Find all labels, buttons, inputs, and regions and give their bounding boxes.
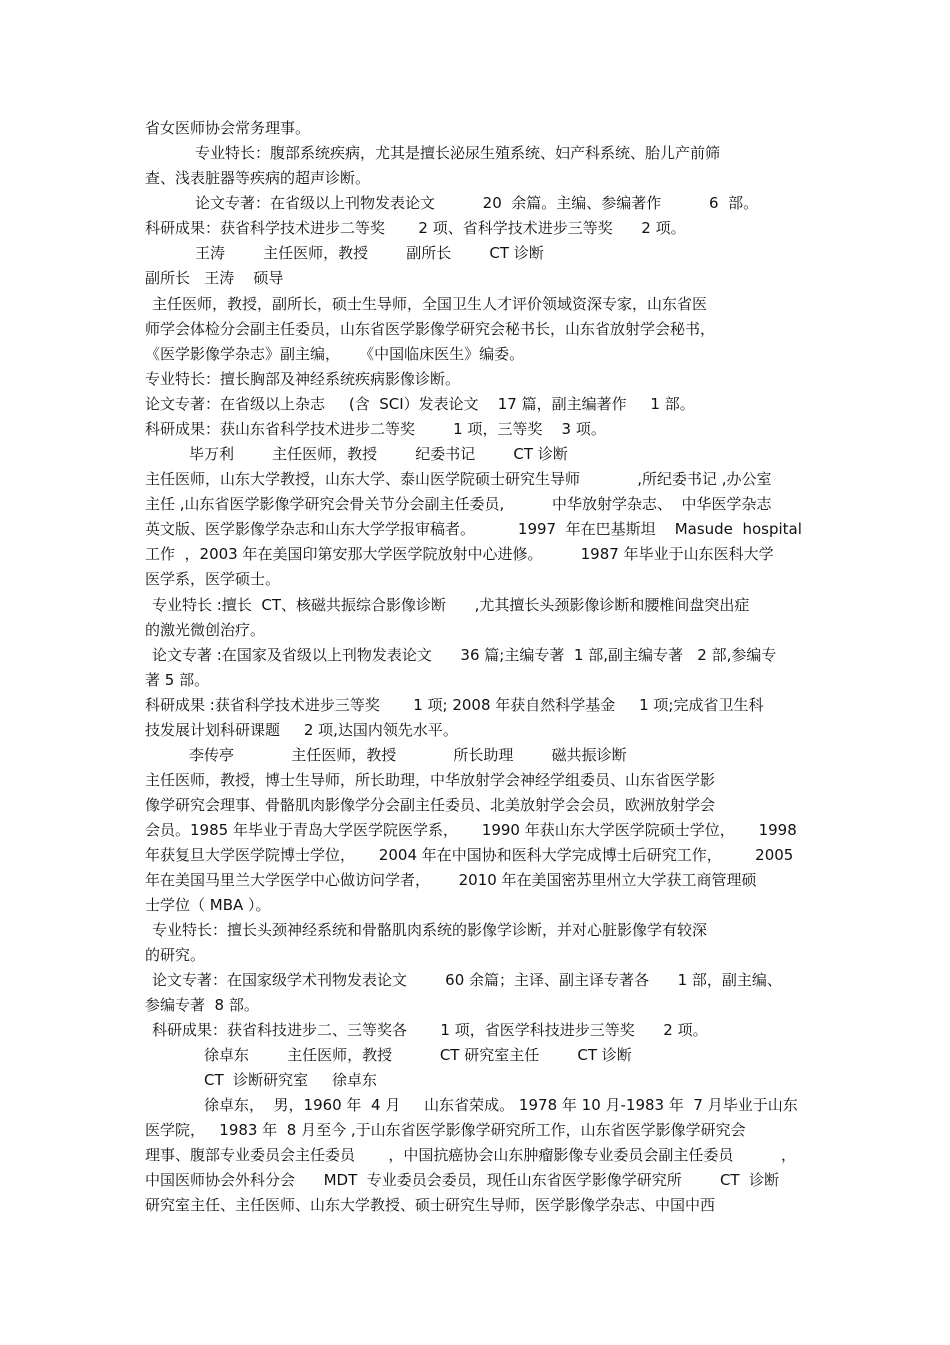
text-line: 专业特长：擅长头颈神经系统和骨骼肌肉系统的影像学诊断，并对心脏影像学有较深: [152, 921, 708, 939]
text-line: 主任医师，山东大学教授，山东大学、泰山医学院硕士研究生导师 ,所纪委书记 ,办公室: [145, 470, 772, 488]
text-line: 会员。1985 年毕业于青岛大学医学院医学系， 1990 年获山东大学医学院硕士学位， 1998: [145, 821, 797, 839]
text-line: 医学系，医学硕士。: [145, 570, 281, 588]
doctor-heading: 徐卓东 主任医师，教授 CT 研究室主任 CT 诊断: [204, 1046, 632, 1064]
text-line: 省女医师协会常务理事。: [145, 119, 311, 137]
text-line: 科研成果：获山东省科学技术进步二等奖 1 项，三等奖 3 项。: [145, 420, 606, 438]
text-line: 像学研究会理事、骨骼肌肉影像学分会副主任委员、北美放射学会会员，欧洲放射学会: [145, 796, 716, 814]
text-line: 著 5 部。: [145, 671, 210, 689]
text-line: 《医学影像学杂志》副主编， 《中国临床医生》编委。: [145, 345, 525, 363]
text-line: 年在美国马里兰大学医学中心做访问学者， 2010 年在美国密苏里州立大学获工商管理硕: [145, 871, 757, 889]
text-line: 专业特长：腹部系统疾病，尤其是擅长泌尿生殖系统、妇产科系统、胎儿产前筛: [195, 144, 721, 162]
text-line: 查、浅表脏器等疾病的超声诊断。: [145, 169, 371, 187]
text-line: 年获复旦大学医学院博士学位， 2004 年在中国协和医科大学完成博士后研究工作， 2005: [145, 846, 794, 864]
text-line: 的研究。: [145, 946, 206, 964]
text-line: 徐卓东， 男，1960 年 4 月 山东省荣成。 1978 年 10 月-1983 年 7 月毕业于山东: [204, 1096, 798, 1114]
text-line: 论文专著 :在国家及省级以上刊物发表论文 36 篇;主编专著 1 部,副主编专著 2 部,参编专: [152, 646, 777, 664]
text-line: 研究室主任、主任医师、山东大学教授、硕士研究生导师，医学影像学杂志、中国中西: [145, 1196, 716, 1214]
text-line: CT 诊断研究室 徐卓东: [204, 1071, 378, 1089]
text-line: 副所长 王涛 硕导: [145, 269, 284, 287]
text-line: 理事、腹部专业委员会主任委员 ，中国抗癌协会山东肿瘤影像专业委员会副主任委员 ，: [145, 1146, 797, 1164]
text-line: 主任医师，教授，副所长，硕士生导师，全国卫生人才评价领域资深专家，山东省医: [152, 295, 708, 313]
text-line: 中国医师协会外科分会 MDT 专业委员会委员，现任山东省医学影像学研究所 CT 诊断: [145, 1171, 780, 1189]
text-line: 英文版、医学影像学杂志和山东大学学报审稿者。 1997 年在巴基斯坦 Masude hospital: [145, 520, 802, 538]
text-line: 工作 ，2003 年在美国印第安那大学医学院放射中心进修。 1987 年毕业于山东医科大学: [145, 545, 774, 563]
text-line: 论文专著：在省级以上杂志 (含 SCI）发表论文 17 篇，副主编著作 1 部。: [145, 395, 695, 413]
doctor-heading: 毕万利 主任医师，教授 纪委书记 CT 诊断: [189, 445, 568, 463]
text-line: 技发展计划科研课题 2 项,达国内领先水平。: [145, 721, 458, 739]
text-line: 的激光微创治疗。: [145, 621, 266, 639]
text-line: 论文专著：在省级以上刊物发表论文 20 余篇。主编、参编著作 6 部。: [195, 194, 759, 212]
text-line: 论文专著：在国家级学术刊物发表论文 60 余篇；主译、副主译专著各 1 部，副主编、: [152, 971, 782, 989]
text-line: 主任 ,山东省医学影像学研究会骨关节分会副主任委员, 中华放射学杂志、 中华医学杂志: [145, 495, 772, 513]
text-line: 参编专著 8 部。: [145, 996, 259, 1014]
text-line: 专业特长：擅长胸部及神经系统疾病影像诊断。: [145, 370, 461, 388]
text-line: 师学会体检分会副主任委员，山东省医学影像学研究会秘书长，山东省放射学会秘书，: [145, 320, 716, 338]
text-line: 科研成果 :获省科学技术进步三等奖 1 项; 2008 年获自然科学基金 1 项;完成省卫生科: [145, 696, 764, 714]
text-line: 主任医师，教授，博士生导师，所长助理，中华放射学会神经学组委员、山东省医学影: [145, 771, 716, 789]
text-line: 医学院， 1983 年 8 月至今 ,于山东省医学影像学研究所工作，山东省医学影像学研究会: [145, 1121, 746, 1139]
text-line: 科研成果：获省科技进步二、三等奖各 1 项，省医学科技进步三等奖 2 项。: [152, 1021, 708, 1039]
text-line: 科研成果：获省科学技术进步二等奖 2 项、省科学技术进步三等奖 2 项。: [145, 219, 686, 237]
doctor-heading: 李传亭 主任医师，教授 所长助理 磁共振诊断: [189, 746, 627, 764]
text-line: 士学位（ MBA ）。: [145, 896, 271, 914]
doctor-heading: 王涛 主任医师，教授 副所长 CT 诊断: [195, 244, 544, 262]
text-line: 专业特长 :擅长 CT、核磁共振综合影像诊断 ,尤其擅长头颈影像诊断和腰椎间盘突出症: [152, 596, 750, 614]
